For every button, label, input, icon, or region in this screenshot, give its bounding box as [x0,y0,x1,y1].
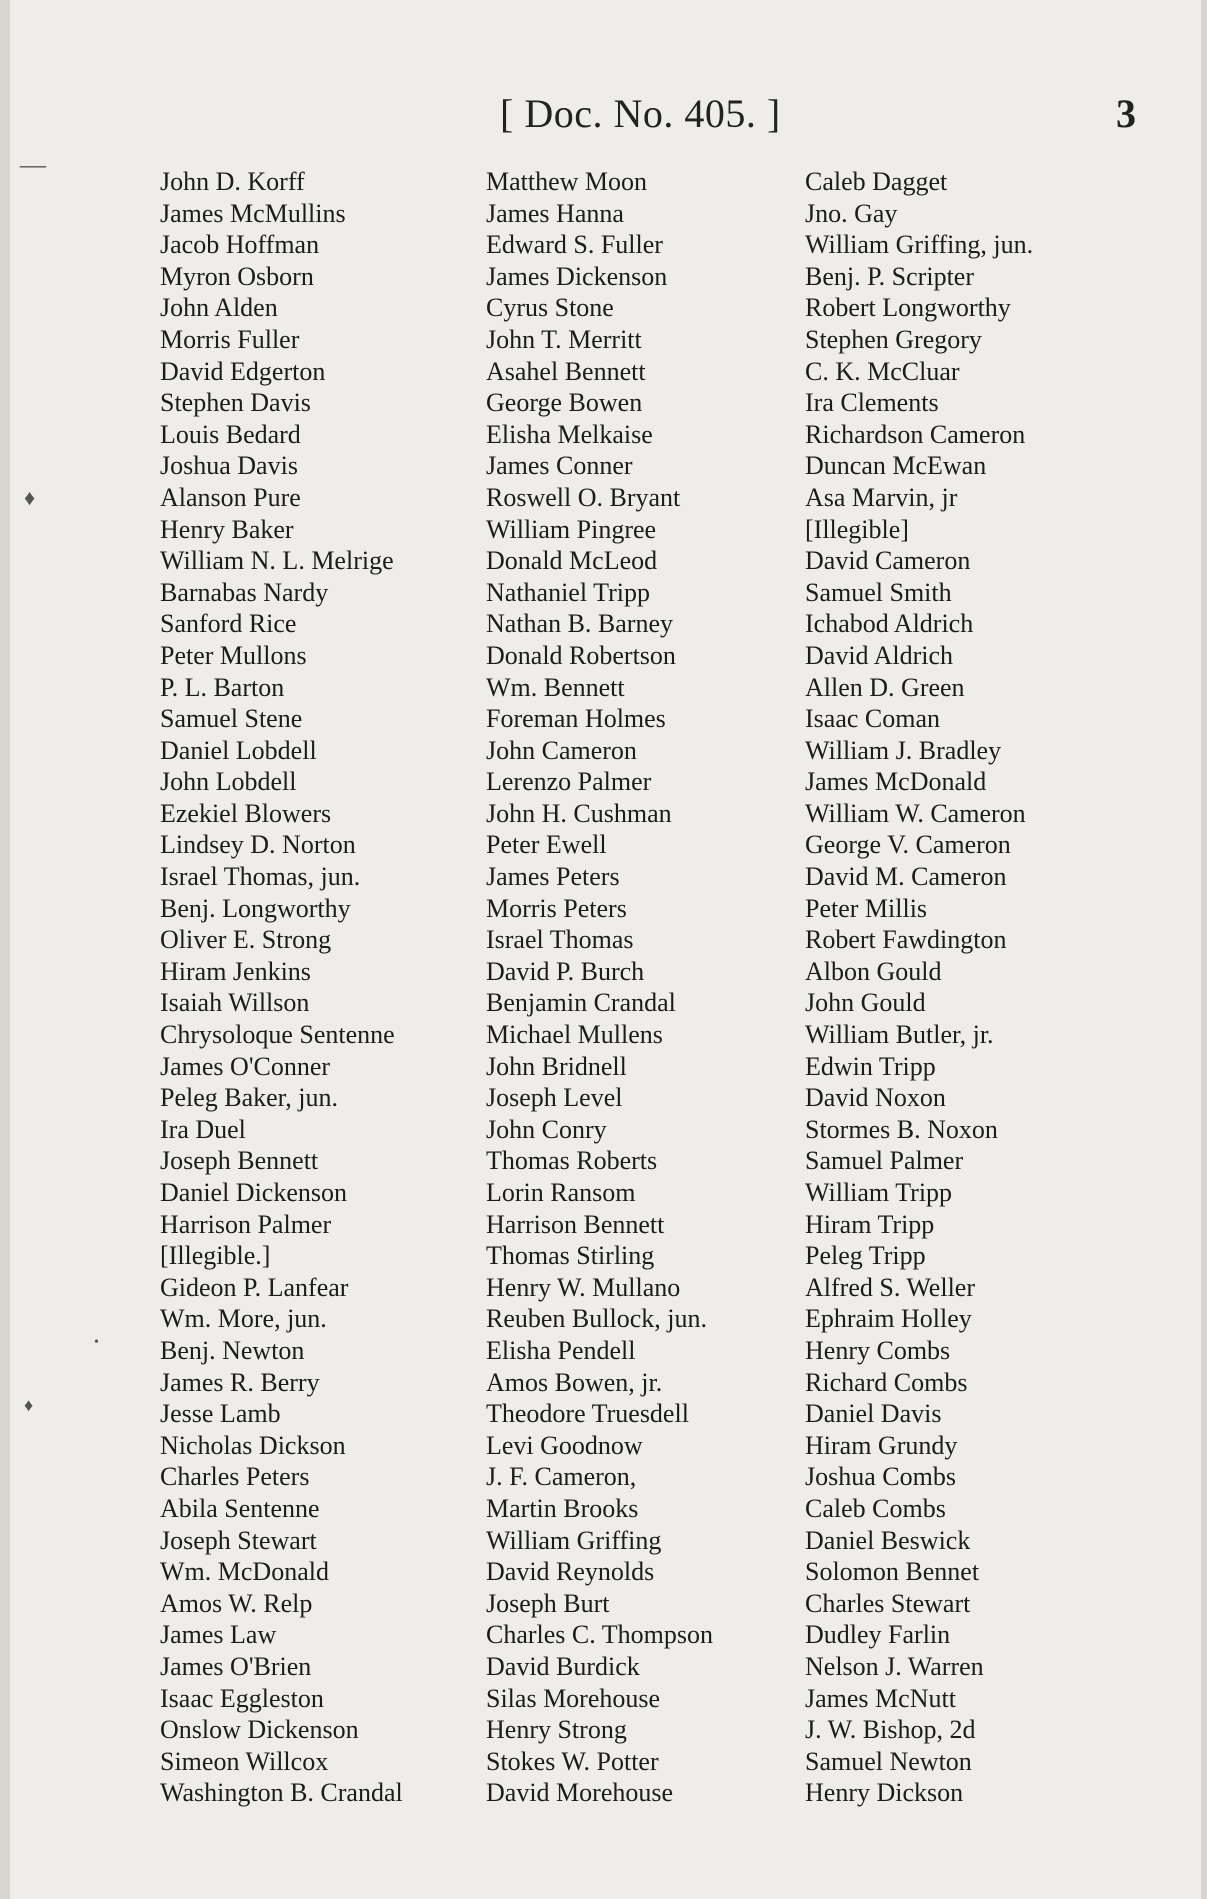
margin-mark: ♦ [24,1395,34,1415]
name-entry: Amos W. Relp [160,1588,313,1618]
page-header [10,90,1201,140]
name-entry: [Illegible.] [160,1241,271,1271]
name-entry: Morris Fuller [160,324,300,354]
name-entry: Gideon P. Lanfear [160,1272,349,1302]
name-entry: Louis Bedard [160,419,301,449]
name-entry: Alfred S. Weller [805,1272,975,1302]
name-entry: Daniel Davis [805,1399,942,1429]
name-entry: Joshua Combs [805,1462,956,1492]
name-entry: Hiram Tripp [805,1209,935,1239]
name-entry: Simeon Willcox [160,1746,329,1776]
name-entry: Peter Ewell [486,830,607,860]
name-entry: Jacob Hoffman [160,230,320,260]
name-entry: James O'Brien [160,1651,312,1681]
name-entry: Israel Thomas [486,925,634,955]
name-entry: John T. Merritt [486,324,642,354]
name-entry: Harrison Palmer [160,1209,332,1239]
name-entry: Lorin Ransom [486,1178,636,1207]
name-entry: Richard Combs [805,1367,968,1397]
name-entry: John Alden [160,293,278,323]
name-entry: [Illegible] [805,514,909,544]
name-entry: Samuel Stene [160,704,303,734]
name-entry: Benj. Longworthy [160,893,351,923]
name-entry: John Cameron [486,735,637,765]
name-entry: Charles Peters [160,1462,310,1492]
name-entry: James R. Berry [160,1367,320,1397]
name-entry: John D. Korff [160,167,305,196]
name-entry: Harrison Bennett [486,1209,665,1239]
name-entry: Stormes B. Noxon [805,1114,998,1144]
name-entry: James Conner [486,451,633,481]
page-number: 3 [1116,91,1136,136]
name-entry: Henry Combs [805,1335,951,1365]
name-entry: Onslow Dickenson [160,1715,359,1745]
name-entry: David M. Cameron [805,862,1007,892]
name-entry: David Noxon [805,1083,946,1113]
name-entry: Edwin Tripp [805,1051,936,1081]
name-entry: Stephen Gregory [805,324,982,354]
name-entry: David P. Burch [486,956,645,986]
name-entry: Ira Clements [805,388,939,418]
name-entry: Chrysoloque Sentenne [160,1020,395,1050]
name-entry: Peter Millis [805,893,928,923]
name-entry: David Burdick [486,1651,640,1681]
name-entry: C. K. McCluar [805,356,960,386]
name-entry: Foreman Holmes [486,704,666,734]
name-entry: Jesse Lamb [160,1399,281,1429]
name-entry: Daniel Lobdell [160,735,317,765]
name-entry: William N. L. Melrige [160,546,394,576]
name-entry: Benj. P. Scripter [805,261,974,291]
name-entry: James Hanna [486,198,624,228]
margin-mark: • [94,1335,99,1350]
name-entry: Reuben Bullock, jun. [486,1304,707,1334]
name-entry: Samuel Palmer [805,1146,964,1176]
name-entry: Asa Marvin, jr [805,482,958,512]
name-entry: Henry Strong [486,1715,627,1745]
name-entry: Wm. McDonald [160,1557,329,1587]
name-entry: Samuel Newton [805,1746,972,1776]
name-entry: Amos Bowen, jr. [486,1367,663,1397]
name-entry: James McDonald [805,767,987,797]
name-entry: David Cameron [805,546,971,576]
name-entry: George V. Cameron [805,830,1011,860]
name-entry: Ichabod Aldrich [805,609,974,639]
name-entry: Nicholas Dickson [160,1430,346,1460]
name-entry: Duncan McEwan [805,451,987,481]
name-entry: Alanson Pure [160,482,301,512]
name-entry: Michael Mullens [486,1020,663,1050]
name-entry: Lerenzo Palmer [486,767,652,797]
name-entry: Lindsey D. Norton [160,830,356,860]
name-entry: Oliver E. Strong [160,925,332,955]
name-entry: David Aldrich [805,640,954,670]
name-entry: Ezekiel Blowers [160,798,332,828]
name-entry: Wm. Bennett [486,672,625,702]
name-entry: Roswell O. Bryant [486,482,681,512]
name-entry: Wm. More, jun. [160,1304,327,1334]
name-entry: William Griffing [486,1525,662,1555]
name-entry: Ephraim Holley [805,1304,972,1334]
name-entry: Cyrus Stone [486,293,614,323]
names-column-3 [805,166,1033,1809]
name-entry: Donald McLeod [486,546,658,576]
name-entry: Asahel Bennett [486,356,646,386]
name-entry: Ira Duel [160,1114,246,1144]
name-entry: Edward S. Fuller [486,230,663,260]
name-entry: James McNutt [805,1683,956,1713]
name-entry: Elisha Pendell [486,1335,636,1365]
name-entry: William Butler, jr. [805,1020,994,1050]
name-entry: Solomon Bennet [805,1557,980,1587]
name-entry: Stephen Davis [160,388,311,418]
name-entry: Donald Robertson [486,640,676,670]
name-entry: James Law [160,1620,277,1650]
name-entry: Nathaniel Tripp [486,577,650,607]
name-entry: Israel Thomas, jun. [160,862,361,892]
name-entry: Morris Peters [486,893,627,923]
name-entry: Hiram Jenkins [160,956,311,986]
name-entry: Isaiah Willson [160,988,310,1018]
name-entry: David Morehouse [486,1778,674,1808]
name-entry: William W. Cameron [805,798,1026,828]
name-entry: James O'Conner [160,1051,331,1081]
name-entry: James McMullins [160,198,346,228]
name-entry: Joseph Level [486,1083,623,1113]
name-entry: Samuel Smith [805,577,952,607]
name-entry: Robert Fawdington [805,925,1007,955]
name-entry: Benj. Newton [160,1335,305,1365]
name-entry: Levi Goodnow [486,1430,643,1460]
name-entry: Charles Stewart [805,1588,971,1618]
name-entry: Isaac Coman [805,704,941,734]
name-entry: James Peters [486,862,620,892]
name-entry: Henry Baker [160,514,294,544]
name-entry: George Bowen [486,388,643,418]
name-entry: Thomas Roberts [486,1146,658,1176]
name-entry: William Griffing, jun. [805,230,1034,260]
name-entry: Daniel Dickenson [160,1178,348,1207]
name-entry: David Edgerton [160,356,326,386]
name-entry: Allen D. Green [805,672,965,702]
name-entry: Caleb Dagget [805,167,948,196]
name-entry: Albon Gould [805,956,942,986]
name-entry: William J. Bradley [805,735,1002,765]
name-entry: David Reynolds [486,1557,655,1587]
name-entry: Henry Dickson [805,1778,964,1808]
name-entry: John H. Cushman [486,798,672,828]
name-entry: Martin Brooks [486,1493,639,1523]
name-entry: Robert Longworthy [805,293,1011,323]
name-entry: Myron Osborn [160,261,314,291]
names-column-1 [160,166,403,1809]
name-entry: John Gould [805,988,926,1018]
name-entry: Daniel Beswick [805,1525,971,1555]
name-entry: Peter Mullons [160,640,307,670]
name-entry: J. F. Cameron, [486,1462,637,1492]
name-entry: Jno. Gay [805,198,898,228]
name-entry: Dudley Farlin [805,1620,951,1650]
name-entry: Hiram Grundy [805,1430,958,1460]
name-entry: Isaac Eggleston [160,1683,324,1713]
name-entry: Nelson J. Warren [805,1651,984,1681]
name-entry: John Lobdell [160,767,297,797]
name-entry: Benjamin Crandal [486,988,676,1018]
name-entry: Joseph Bennett [160,1146,319,1176]
name-entry: Silas Morehouse [486,1683,661,1713]
name-entry: Peleg Tripp [805,1241,926,1271]
name-entry: Joseph Burt [486,1588,610,1618]
name-entry: Matthew Moon [486,167,648,196]
name-entry: Henry W. Mullano [486,1272,681,1302]
name-entry: Nathan B. Barney [486,609,674,639]
name-entry: Stokes W. Potter [486,1746,659,1776]
name-entry: Joshua Davis [160,451,298,481]
name-entry: William Pingree [486,514,657,544]
name-entry: Thomas Stirling [486,1241,655,1271]
name-entry: Sanford Rice [160,609,297,639]
name-entry: J. W. Bishop, 2d [805,1715,976,1745]
margin-mark: ♦ [24,485,36,510]
names-column-2 [486,166,713,1809]
name-entry: Charles C. Thompson [486,1620,714,1650]
name-entry: Abila Sentenne [160,1493,320,1523]
name-entry: James Dickenson [486,261,668,291]
name-entry: John Conry [486,1114,607,1144]
name-entry: Peleg Baker, jun. [160,1083,339,1113]
name-entry: Washington B. Crandal [160,1778,403,1808]
margin-mark: — [20,150,46,179]
name-entry: Elisha Melkaise [486,419,653,449]
name-entry: Richardson Cameron [805,419,1026,449]
name-entry: Joseph Stewart [160,1525,317,1555]
name-entry: William Tripp [805,1178,953,1207]
name-entry: John Bridnell [486,1051,627,1081]
name-entry: Theodore Truesdell [486,1399,689,1429]
name-entry: Barnabas Nardy [160,577,329,607]
name-entry: P. L. Barton [160,672,285,702]
name-entry: Caleb Combs [805,1493,946,1523]
document-reference: [ Doc. No. 405. ] [500,91,781,136]
